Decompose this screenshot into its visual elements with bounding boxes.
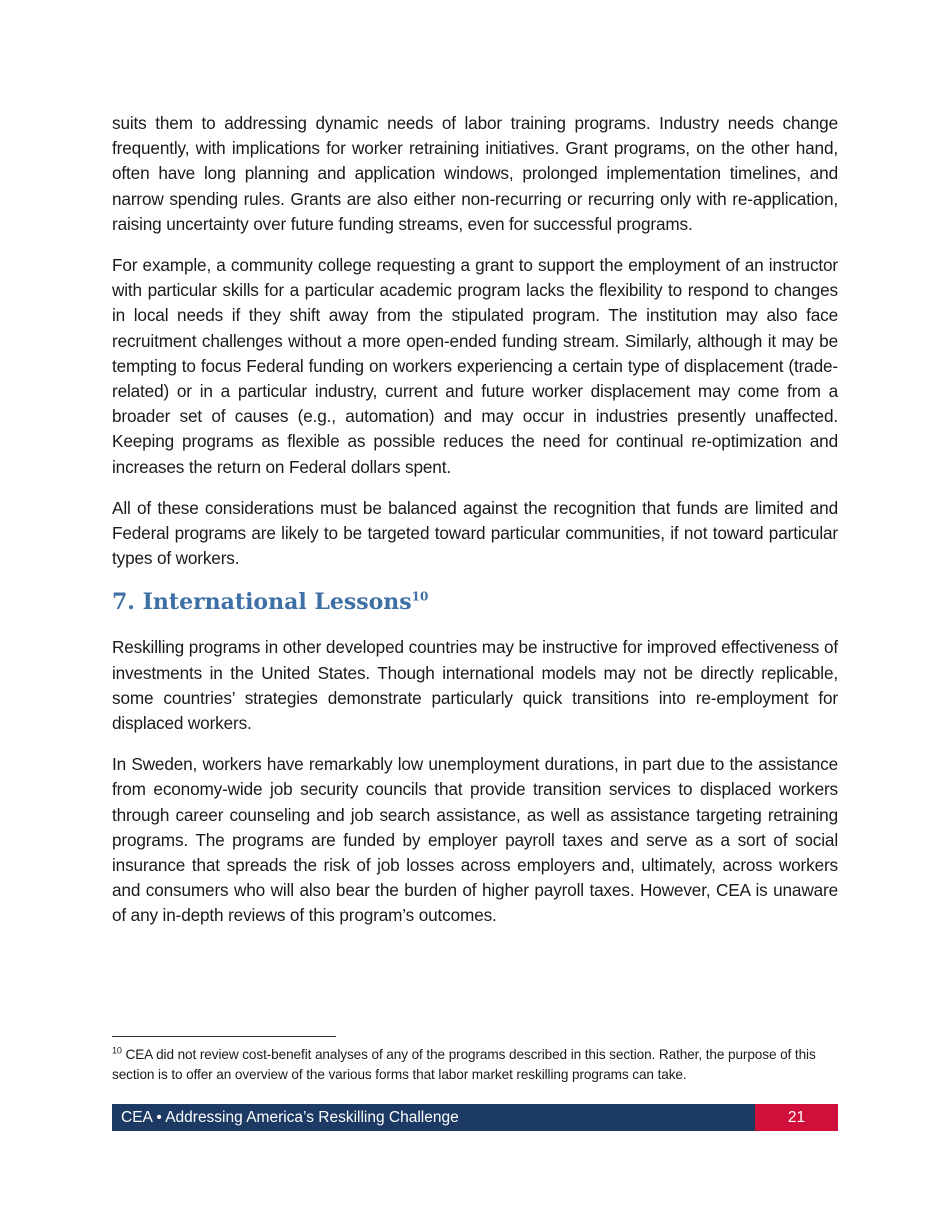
section-heading-text: 7. International Lessons: [112, 589, 412, 616]
footnote: [112, 1045, 838, 1084]
body-paragraph: Reskilling programs in other developed countries may be instructive for improved effectiveness of investments in the United States. Though international models may not be directly replicable, some countries’ strategies demonstrate particularly quick transitions into re-employment for displaced workers.: [112, 637, 838, 734]
footnote-divider: [112, 1036, 336, 1037]
page-footer: [112, 1104, 838, 1131]
footer-title: CEA • Addressing America’s Reskilling Challenge: [121, 1109, 459, 1126]
page-number: 21: [755, 1104, 838, 1131]
body-paragraph: For example, a community college requesting a grant to support the employment of an instructor with particular skills for a particular academic program lacks the flexibility to respond to changes in local needs if they shift away from the stipulated program. The institution may also face recruitment challenges without a more open-ended funding stream. Similarly, although it may be tempting to focus Federal funding on workers experiencing a certain type of displacement (trade-related) or in a particular industry, current and future worker displacement may come from a broader set of causes (e.g., automation) and may occur in industries presently unaffected. Keeping programs as flexible as possible reduces the need for continual re-optimization and increases the return on Federal dollars spent.: [112, 255, 838, 477]
section-heading: [112, 587, 838, 617]
body-paragraph: suits them to addressing dynamic needs of labor training programs. Industry needs change frequently, with implications for worker retraining initiatives. Grant programs, on the other hand, often have long planning and application windows, prolonged implementation timelines, and narrow spending rules. Grants are also either non-recurring or recurring only with re-application, raising uncertainty over future funding streams, even for successful programs.: [112, 113, 838, 234]
body-paragraph: In Sweden, workers have remarkably low unemployment durations, in part due to the assistance from economy-wide job security councils that provide transition services to displaced workers through career counseling and job search assistance, as well as assistance targeting retraining programs. The programs are funded by employer payroll taxes and serve as a sort of social insurance that spreads the risk of job losses across employers and, ultimately, across workers and consumers who will also bear the burden of higher payroll taxes. However, CEA is unaware of any in-depth reviews of this program’s outcomes.: [112, 754, 838, 926]
footnote-ref[interactable]: 10: [411, 590, 429, 605]
page-content: [112, 111, 838, 945]
footnote-text: CEA did not review cost-benefit analyses of any of the programs described in this section. Rather, the purpose of this section is to offer an overview of the various forms that labor market reskilling programs can take.: [112, 1047, 816, 1082]
body-paragraph: All of these considerations must be balanced against the recognition that funds are limited and Federal programs are likely to be targeted toward particular communities, if not toward particular types of workers.: [112, 497, 838, 569]
footnote-number: 10: [112, 1045, 122, 1056]
